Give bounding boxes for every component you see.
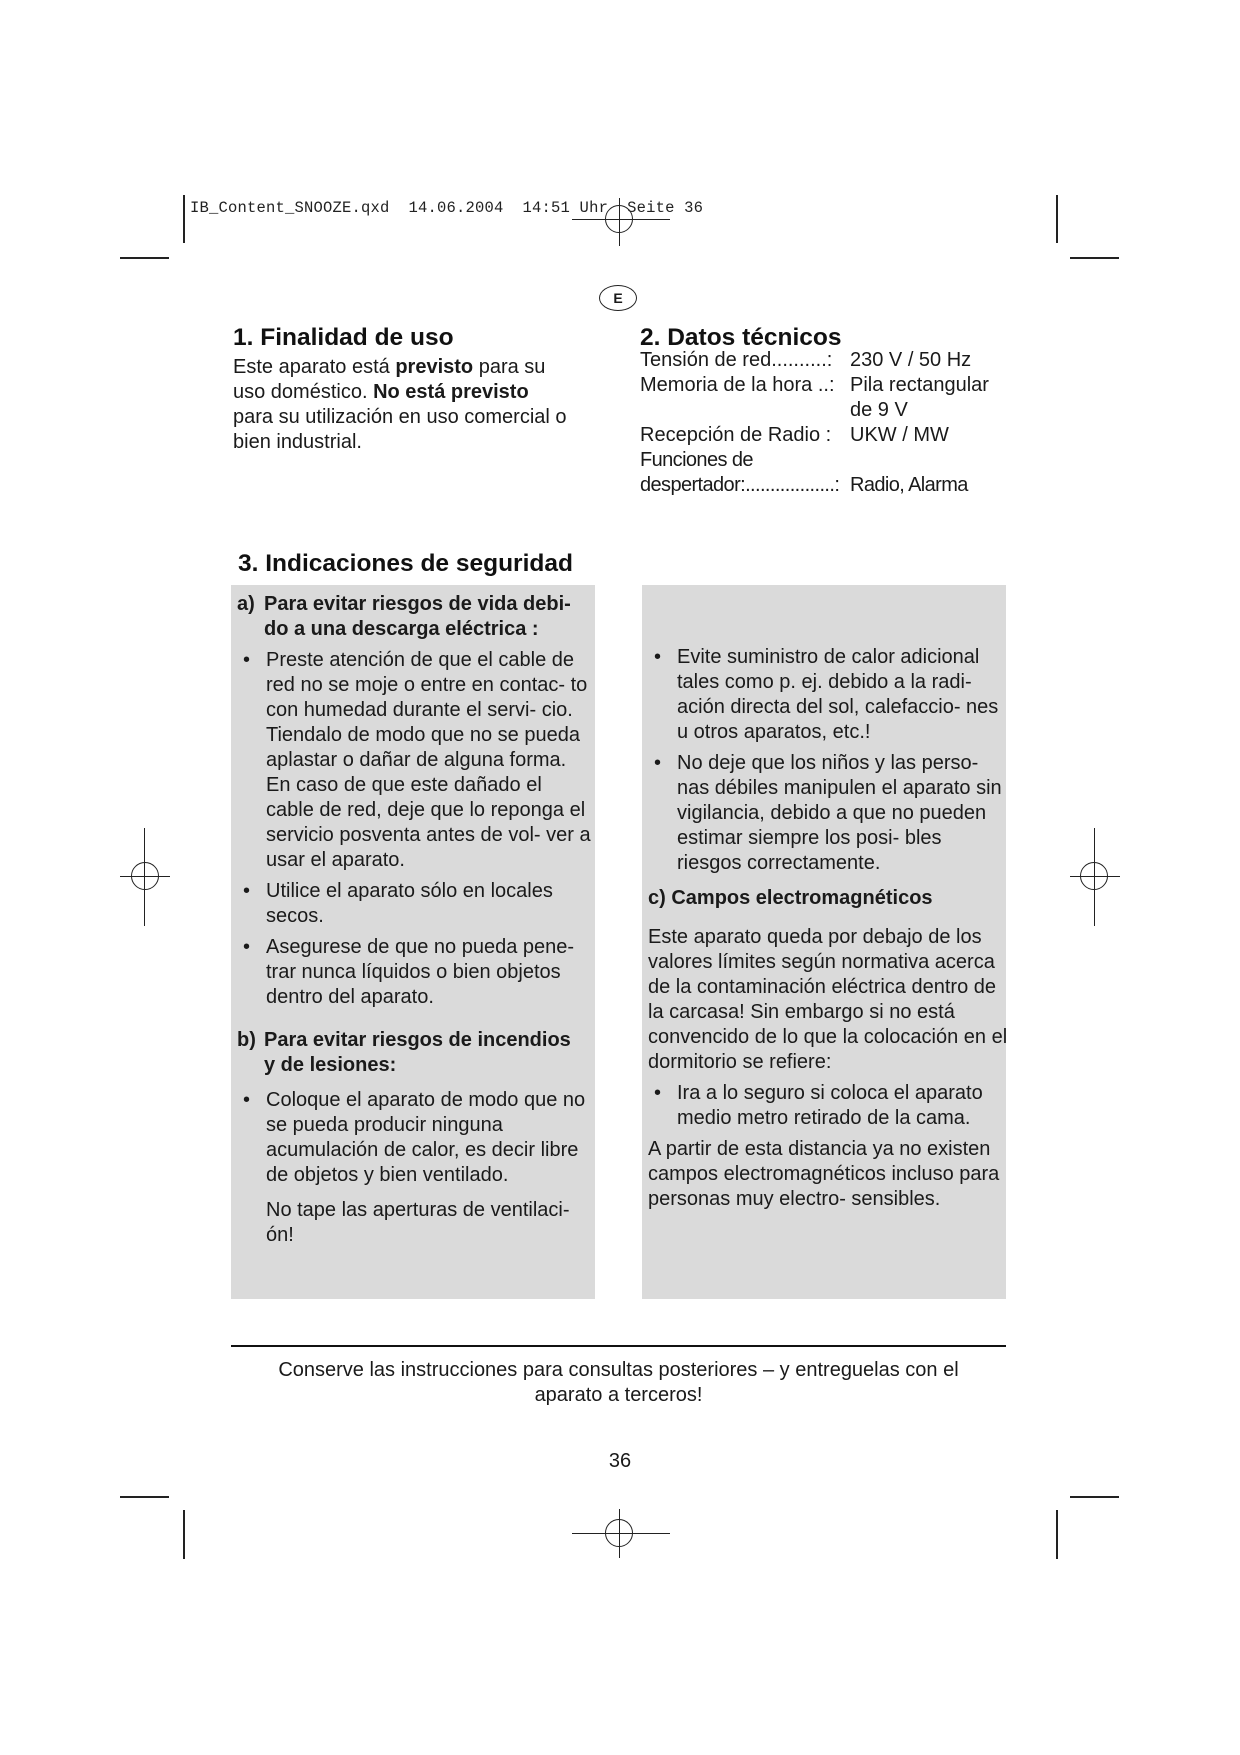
safety-right-content [648,645,1010,1212]
subsection-c-heading: c) Campos electromagnéticos [648,887,933,909]
crop-mark-bottom-right-h [1070,1496,1119,1498]
section1-body: Este aparato está previsto para su uso doméstico. No está previsto para su utilización en uso comercial o bien industrial. [233,356,567,453]
footer-note: Conserve las instrucciones para consultas posteriores – y entreguelas con el aparato a terceros! [278,1359,959,1406]
crop-mark-bottom-left-v [183,1510,185,1559]
list-item: • No deje que los niños y las perso- nas débiles manipulen el aparato sin vigilancia, debido a que no pueden estimar siempre los posi- bles riesgos correctamente. [654,752,1002,874]
subsection-b-heading: b) Para evitar riesgos de incendios y de lesiones: [237,1029,571,1076]
list-item: • Preste atención de que el cable de red no se moje o entre en contac- to con humedad durante el servi- cio. Tiendalo de modo que no se pueda aplastar o dañar de alguna forma. En caso de que este dañado el cable de red, deje que lo reponga el servicio posventa antes de vol- ver a usar el aparato. [243,649,591,871]
crop-mark-top-left-v [183,195,185,243]
list-item: • Ira a lo seguro si coloca el aparato medio metro retirado de la cama. [654,1082,983,1129]
section3-title: 3. Indicaciones de seguridad [238,550,573,577]
crop-mark-top-right-v [1056,195,1058,243]
section2-title: 2. Datos técnicos [640,324,842,351]
crop-mark-top-left-h [120,257,169,259]
registration-mark-top-h [572,219,670,220]
subsection-c-paragraph: Este aparato queda por debajo de los valores límites según normativa acerca de la contaminación eléctrica dentro de la carcasa! Sin embargo si no está convencido de lo que la colocación en el dormitorio se refiere: [648,926,1008,1073]
subsection-c-conclusion: A partir de esta distancia ya no existen campos electromagnéticos incluso para personas muy electro- sensibles. [648,1138,1000,1210]
page-number: 36 [608,1450,632,1472]
file-slug: IB_Content_SNOOZE.qxd 14.06.2004 14:51 Uhr Seite 36 [190,199,704,217]
language-badge: E [599,285,637,311]
spec-row: despertador:..................: Radio, Alarma [640,474,968,496]
crop-mark-bottom-left-h [120,1496,169,1498]
subsection-a-heading: a) Para evitar riesgos de vida debi- do a una descarga eléctrica : [237,593,571,640]
list-item: • Evite suministro de calor adicional tales como p. ej. debido a la radi- ación directa del sol, calefaccio- nes u otros aparatos, etc.! [654,646,999,743]
registration-mark-left-v [144,828,145,926]
registration-mark-bottom-h [572,1533,670,1534]
spec-row: de 9 V [850,399,908,421]
list-item: • Coloque el aparato de modo que no se pueda producir ninguna acumulación de calor, es decir libre de objetos y bien ventilado. [243,1089,586,1186]
registration-mark-bottom-v [619,1509,620,1558]
spec-row: Memoria de la hora ..: Pila rectangular [640,374,989,396]
crop-mark-top-right-h [1070,257,1119,259]
list-item: • Utilice el aparato sólo en locales secos. [243,880,553,927]
registration-mark-right-v [1094,828,1095,926]
footer-divider [231,1345,1006,1347]
safety-left-content [237,592,595,1248]
ventilation-note: No tape las aperturas de ventilaci- ón! [266,1199,570,1246]
list-item: • Asegurese de que no pueda pene- trar nunca líquidos o bien objetos dentro del aparato. [243,936,575,1008]
spec-row: Funciones de [640,449,753,471]
section1-title: 1. Finalidad de uso [233,324,454,351]
crop-mark-bottom-right-v [1056,1510,1058,1559]
spec-row: Recepción de Radio : UKW / MW [640,424,949,446]
spec-table [640,348,1010,498]
spec-row: Tensión de red..........: 230 V / 50 Hz [640,349,972,371]
